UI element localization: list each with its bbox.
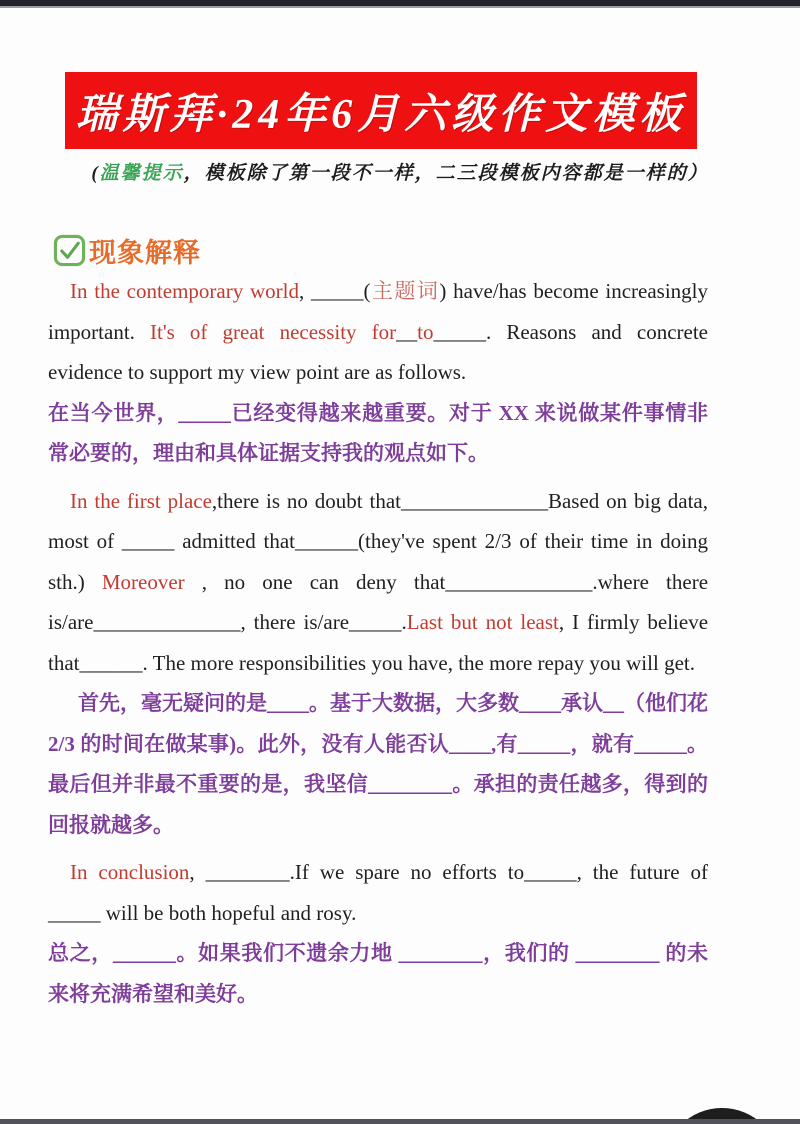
tip-note xyxy=(0,158,800,185)
blank-text: __ xyxy=(396,319,418,344)
check-icon xyxy=(53,234,86,267)
red-phrase: In conclusion xyxy=(70,860,190,884)
red-phrase: It's of great necessity for xyxy=(150,319,397,344)
tip-highlight: 温馨提示 xyxy=(99,163,184,184)
english-template-paragraph-1 xyxy=(48,271,708,393)
body-text: , ________.If we spare no efforts to_____, the future of _____ will be both hopeful and rosy. xyxy=(48,860,708,925)
chinese-translation-paragraph-3: 总之，______。如果我们不遗余力地 ________，我们的 ________ 的未来将充满希望和美好。 xyxy=(48,941,708,1006)
chinese-translation-paragraph-2: 首先，毫无疑问的是____。基于大数据，大多数____承认__（他们花 2/3 的时间在做某事)。此外，没有人能否认____,有_____，就有_____。最后但并非最不重要的是，我坚信________。承担的责任越多，得到的回报就越多。 xyxy=(48,691,708,837)
red-phrase: Last but not least xyxy=(406,610,559,634)
section-heading xyxy=(53,231,201,270)
red-phrase: Moreover xyxy=(101,569,185,594)
tip-prefix: ( xyxy=(91,163,100,184)
red-phrase: to xyxy=(417,319,434,344)
blank-text: , _____( xyxy=(298,279,371,303)
english-template-paragraph-3 xyxy=(48,852,708,933)
body-text: , I firmly believe that______. The more responsibilities you have, the more repay you will get. xyxy=(48,610,709,675)
english-template-paragraph-2 xyxy=(48,481,708,684)
top-status-bar xyxy=(0,0,800,8)
chinese-translation-paragraph-1: 在当今世界，_____已经变得越来越重要。对于 XX 来说做某件事情非常必要的，理由和具体证据支持我的观点如下。 xyxy=(48,400,708,465)
bottom-bar xyxy=(0,1119,800,1124)
topic-word-hint: 主题词 xyxy=(370,279,440,303)
body-text: ) have/has become increasingly important. xyxy=(48,279,709,344)
section-title: 现象解释 xyxy=(89,238,201,268)
banner-title: 瑞斯拜·24年6月六级作文模板 xyxy=(75,91,687,138)
body-text: _____. Reasons and concrete evidence to support my view point are as follows. xyxy=(48,319,708,384)
red-phrase: In the contemporary world xyxy=(70,279,299,303)
body-text: , no one can deny that______________.where there is/are______________, there is/are_____. xyxy=(48,569,709,634)
tip-rest: ，模板除了第一段不一样，二三段模板内容都是一样的） xyxy=(183,163,709,184)
body-text: ,there is no doubt that______________Based on big data, most of _____ admitted that______(they've spent 2/3 of their time in doing sth.) xyxy=(48,488,709,594)
template-body xyxy=(48,271,708,1014)
title-banner xyxy=(65,72,697,149)
red-phrase: In the first place xyxy=(70,488,212,513)
